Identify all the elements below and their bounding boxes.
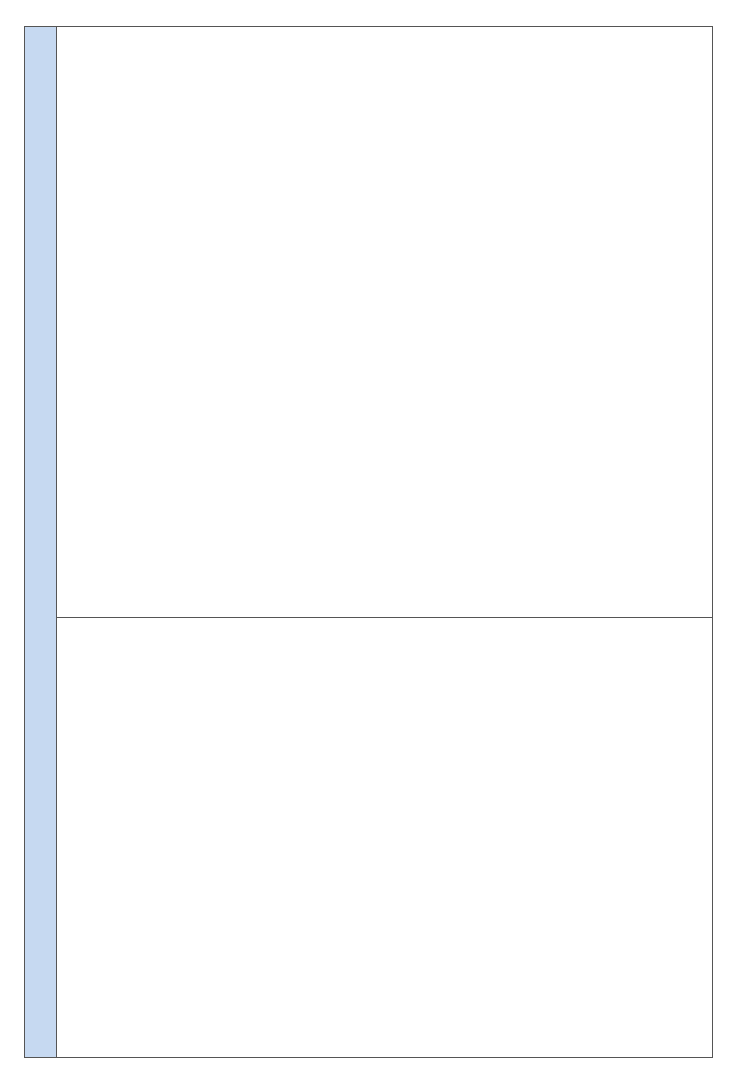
incident-data-table	[24, 26, 713, 1058]
charts-svg	[57, 27, 712, 617]
table-header	[25, 27, 57, 1057]
analysis-column	[57, 617, 712, 1057]
charts-column	[57, 27, 712, 617]
